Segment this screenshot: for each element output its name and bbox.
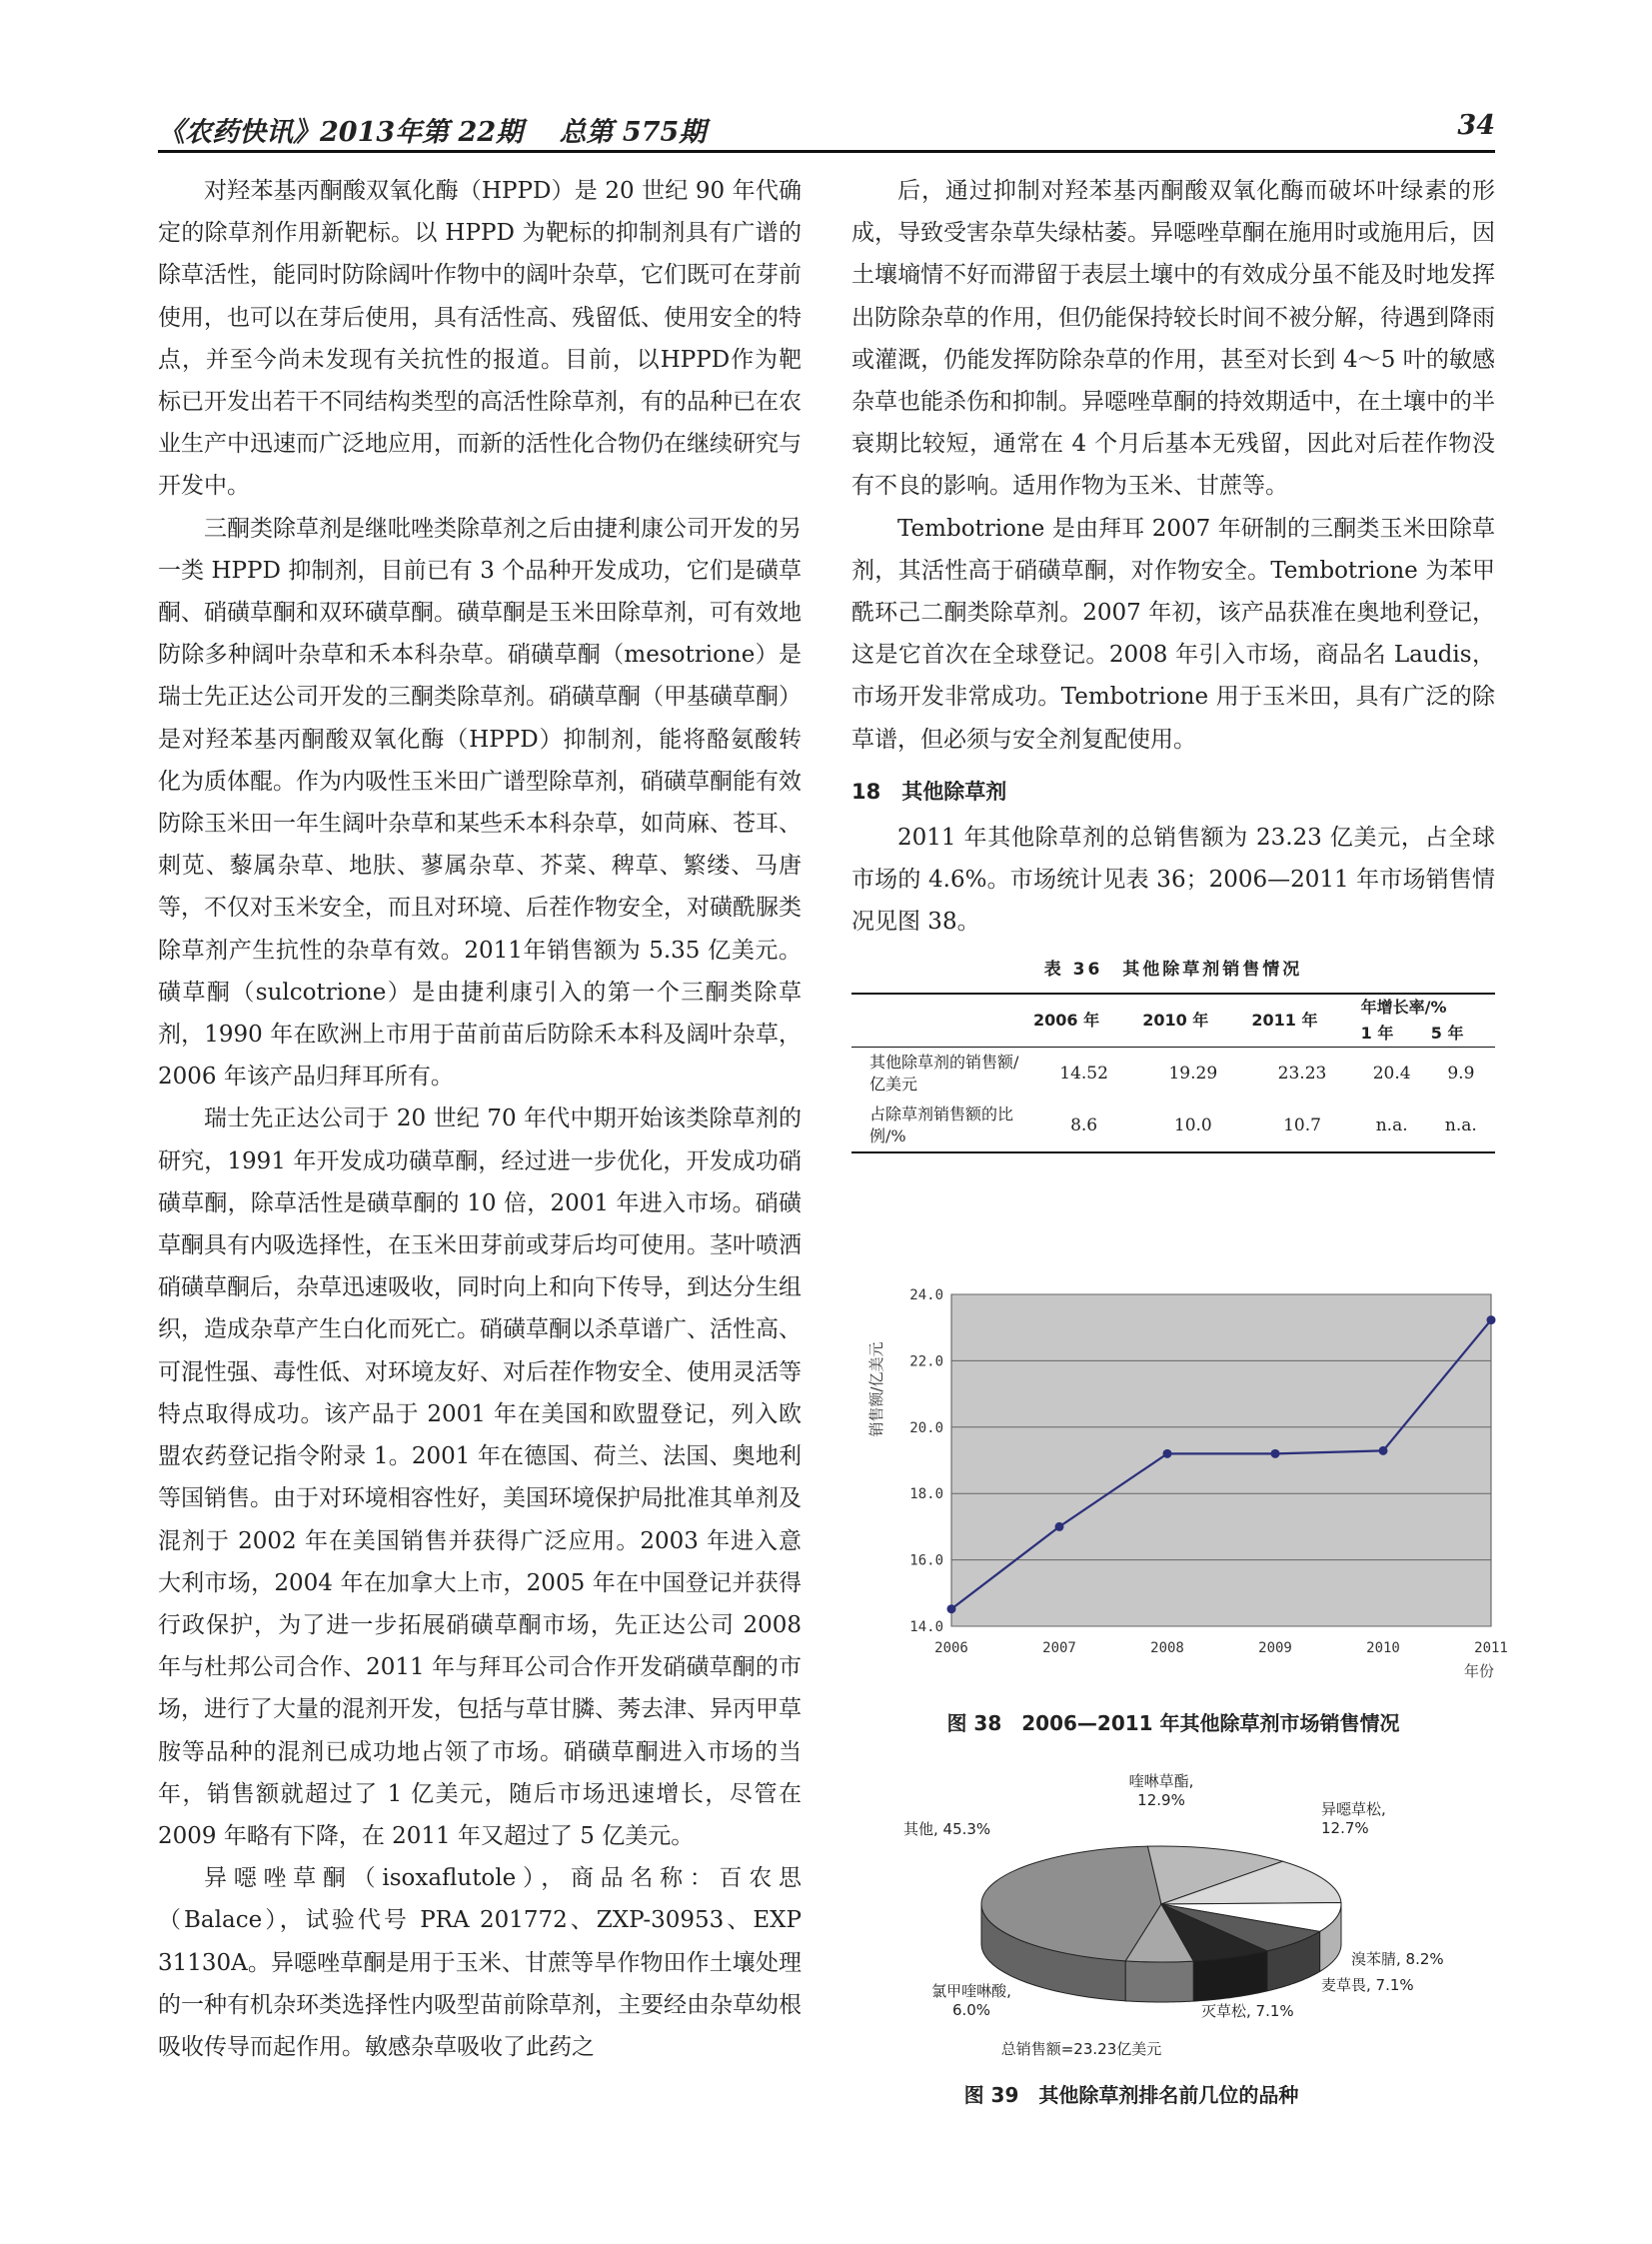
pie-label: 喹啉草酯, 12.9% [1128, 1772, 1194, 1809]
x-tick-label: 2006 [934, 1640, 968, 1656]
pie-label: 氯甲喹啉酸, 6.0% [931, 1982, 1011, 2019]
pie-slice-side [1125, 1961, 1193, 2002]
table-36 [851, 993, 1495, 1153]
row-label: 其他除草剂的销售额/亿美元 [869, 1053, 1019, 1095]
col-header: 2006 年 [1033, 1011, 1100, 1031]
right-column [851, 170, 1495, 1153]
x-tick-label: 2011 [1474, 1640, 1508, 1656]
figure-caption: 图 38 2006—2011 年其他除草剂市场销售情况 [946, 1711, 1400, 1735]
data-point [947, 1604, 956, 1613]
pie-label: 异噁草松, 12.7% [1321, 1800, 1386, 1837]
y-tick-label: 20.0 [909, 1419, 943, 1436]
y-tick-label: 24.0 [909, 1287, 943, 1303]
cell: 20.4 [1372, 1064, 1411, 1085]
col-header: 5 年 [1430, 1024, 1464, 1044]
page-number: 34 [1457, 110, 1495, 141]
figure-caption: 图 39 其他除草剂排名前几位的品种 [963, 2083, 1299, 2107]
col-header: 2011 年 [1251, 1011, 1318, 1031]
paragraph: 瑞士先正达公司于 20 世纪 70 年代中期开始该类除草剂的研究，1991 年开发成功磺草酮，经过进一步优化，开发成功硝磺草酮，除草活性是磺草酮的 10 倍，2001 年进入市场。硝磺草酮具有内吸选择性，在玉米田芽前或芽后均可使用。茎叶喷洒硝磺草酮后，杂草迅速吸收，同时向上和向下传导，到达分生组织，造成杂草产生白化而死亡。硝磺草酮以杀草谱广、活性高、可混性强、毒性低、对环境友好、对后茬作物安全、使用灵活等特点取得成功。该产品于 2001 年在美国和欧盟登记，列入欧盟农药登记指令附录 1。2001 年在德国、荷兰、法国、奥地利等国销售。由于对环境相容性好，美国环境保护局批准其单剂及混剂于 2002 年在美国销售并获得广泛应用。2003 年进入意大利市场，2004 年在加拿大上市，2005 年在中国登记并获得行政保护，为了进一步拓展硝磺草酮市场，先正达公司 2008 年与杜邦公司合作、2011 年与拜耳公司合作开发硝磺草酮的市场，进行了大量的混剂开发，包括与草甘膦、莠去津、异丙甲草胺等品种的混剂已成功地占领了市场。硝磺草酮进入市场的当年，销售额就超过了 1 亿美元，随后市场迅速增长，尽管在 2009 年略有下降，在 2011 年又超过了 5 亿美元。 [158, 1106, 802, 1849]
cell: 14.52 [1059, 1064, 1108, 1085]
paragraph: Tembotrione 是由拜耳 2007 年研制的三酮类玉米田除草剂，其活性高于硝磺草酮，对作物安全。Tembotrione 为苯甲酰环己二酮类除草剂。2007 年初，该产品获准在奥地利登记，这是它首次在全球登记。2008 年引入市场，商品名 Laudis，市场开发非常成功。Tembotrione 用于玉米田，具有广泛的除草谱，但必须与安全剂复配使用。 [851, 515, 1495, 753]
row-label: 占除草剂销售额的比例/% [869, 1105, 1014, 1146]
running-header [158, 104, 1495, 153]
y-tick-label: 22.0 [909, 1353, 943, 1370]
y-axis-label: 销售额/亿美元 [867, 1341, 885, 1437]
data-point [1271, 1449, 1280, 1458]
y-tick-label: 18.0 [909, 1486, 943, 1503]
pie-chart-fig39 [851, 1764, 1495, 2064]
table-row [851, 1048, 1495, 1101]
data-point [1487, 1315, 1496, 1324]
table-caption: 表 36 其他除草剂销售情况 [1043, 960, 1303, 981]
y-tick-label: 16.0 [909, 1552, 943, 1569]
journal-issue: 《农药快讯》2013年第 22期 总第 575期 [158, 117, 707, 148]
pie-label: 其他, 45.3% [903, 1820, 991, 1838]
cell: n.a. [1375, 1116, 1408, 1136]
cell: 8.6 [1070, 1116, 1098, 1136]
pie-annotation: 总销售额=23.23亿美元 [1000, 2040, 1162, 2058]
col-header: 1 年 [1360, 1024, 1394, 1044]
x-tick-label: 2008 [1150, 1640, 1184, 1656]
cell: 19.29 [1168, 1064, 1218, 1085]
line-chart-fig38 [859, 1269, 1519, 1689]
x-tick-label: 2010 [1366, 1640, 1400, 1656]
paragraph: 后，通过抑制对羟苯基丙酮酸双氧化酶而破坏叶绿素的形成，导致受害杂草失绿枯萎。异噁唑草酮在施用时或施用后，因土壤墒情不好而滞留于表层土壤中的有效成分虽不能及时地发挥出防除杂草的作用，但仍能保持较长时间不被分解，待遇到降雨或灌溉，仍能发挥防除杂草的作用，甚至对长到 4～5 叶的敏感杂草也能杀伤和抑制。异噁唑草酮的持效期适中，在土壤中的半衰期比较短，通常在 4 个月后基本无残留，因此对后茬作物没有不良的影响。适用作物为玉米、甘蔗等。 [851, 178, 1495, 500]
data-point [1163, 1449, 1172, 1458]
data-point [1055, 1522, 1064, 1531]
col-header: 2010 年 [1142, 1011, 1209, 1031]
col-header: 年增长率/% [1360, 998, 1447, 1018]
cell: 10.7 [1283, 1116, 1321, 1136]
plot-area [951, 1294, 1491, 1626]
cell: 9.9 [1447, 1064, 1475, 1085]
section-heading: 18 其他除草剂 [851, 779, 1007, 804]
pie-label: 灭草松, 7.1% [1201, 2002, 1294, 2020]
y-tick-label: 14.0 [909, 1619, 943, 1635]
paragraph: 对羟苯基丙酮酸双氧化酶（HPPD）是 20 世纪 90 年代确定的除草剂作用新靶标。以 HPPD 为靶标的抑制剂具有广谱的除草活性，能同时防除阔叶作物中的阔叶杂草，它们既可在芽前使用，也可以在芽后使用，具有活性高、残留低、使用安全的特点，并至今尚未发现有关抗性的报道。目前，以HPPD作为靶标已开发出若干不同结构类型的高活性除草剂，有的品种已在农业生产中迅速而广泛地应用，而新的活性化合物仍在继续研究与开发中。 [158, 178, 802, 500]
cell: 23.23 [1277, 1064, 1327, 1085]
table-row [851, 1100, 1495, 1152]
left-column [158, 170, 802, 2068]
data-point [1379, 1446, 1388, 1455]
x-axis-label: 年份 [1463, 1662, 1495, 1680]
paragraph: 2011 年其他除草剂的总销售额为 23.23 亿美元，占全球市场的 4.6%。市场统计见表 36；2006—2011 年市场销售情况见图 38。 [851, 824, 1495, 936]
paragraph: 三酮类除草剂是继吡唑类除草剂之后由捷利康公司开发的另一类 HPPD 抑制剂，目前已有 3 个品种开发成功，它们是磺草酮、硝磺草酮和双环磺草酮。磺草酮是玉米田除草剂，可有效地防除多种阔叶杂草和禾本科杂草。硝磺草酮（mesotrione）是瑞士先正达公司开发的三酮类除草剂。硝磺草酮（甲基磺草酮）是对羟苯基丙酮酸双氧化酶（HPPD）抑制剂，能将酪氨酸转化为质体醌。作为内吸性玉米田广谱型除草剂，硝磺草酮能有效防除玉米田一年生阔叶杂草和某些禾本科杂草，如苘麻、苍耳、刺苋、藜属杂草、地肤、蓼属杂草、芥菜、稗草、繁缕、马唐等，不仅对玉米安全，而且对环境、后茬作物安全，对磺酰脲类除草剂产生抗性的杂草有效。2011年销售额为 5.35 亿美元。磺草酮（sulcotrione）是由捷利康引入的第一个三酮类除草剂，1990 年在欧洲上市用于苗前苗后防除禾本科及阔叶杂草，2006 年该产品归拜耳所有。 [158, 515, 802, 1091]
cell: 10.0 [1173, 1116, 1212, 1136]
x-tick-label: 2009 [1258, 1640, 1292, 1656]
pie-label: 麦草畏, 7.1% [1321, 1976, 1414, 1994]
paragraph: 异噁唑草酮（isoxaflutole），商品名称：百农思（Balace），试验代号 PRA 201772、ZXP-30953、EXP 31130A。异噁唑草酮是用于玉米、甘蔗等旱作物田作土壤处理的一种有机杂环类选择性内吸型苗前除草剂，主要经由杂草幼根吸收传导而起作用。敏感杂草吸收了此药之 [158, 1865, 802, 2060]
pie-label: 溴苯腈, 8.2% [1351, 1950, 1444, 1968]
cell: n.a. [1444, 1116, 1477, 1136]
x-tick-label: 2007 [1042, 1640, 1076, 1656]
